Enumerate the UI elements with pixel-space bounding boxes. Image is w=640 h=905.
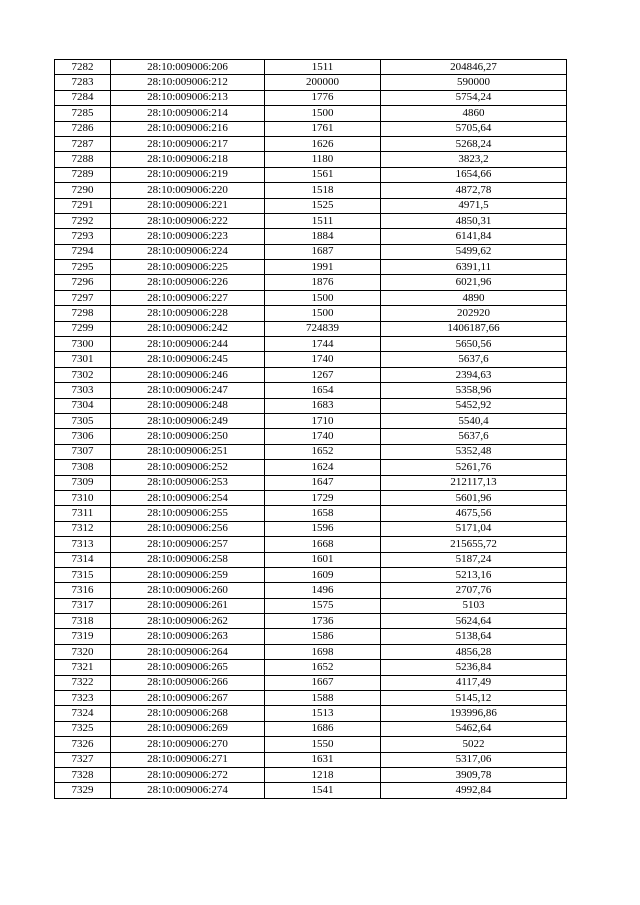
value-cell: 4675,56 xyxy=(381,506,567,521)
cadastral-number-cell: 28:10:009006:254 xyxy=(111,490,265,505)
area-cell: 1631 xyxy=(265,752,381,767)
cadastral-number-cell: 28:10:009006:258 xyxy=(111,552,265,567)
value-cell: 2707,76 xyxy=(381,583,567,598)
value-cell: 5499,62 xyxy=(381,244,567,259)
value-cell: 5213,16 xyxy=(381,567,567,582)
area-cell: 1668 xyxy=(265,537,381,552)
value-cell: 5650,56 xyxy=(381,337,567,352)
table-row xyxy=(55,136,567,151)
table-row xyxy=(55,106,567,121)
area-cell: 1698 xyxy=(265,644,381,659)
row-number-cell: 7322 xyxy=(55,675,111,690)
area-cell: 1218 xyxy=(265,767,381,782)
cadastral-number-cell: 28:10:009006:242 xyxy=(111,321,265,336)
row-number-cell: 7312 xyxy=(55,521,111,536)
row-number-cell: 7308 xyxy=(55,460,111,475)
table-row xyxy=(55,321,567,336)
area-cell: 1729 xyxy=(265,490,381,505)
table-row xyxy=(55,521,567,536)
area-cell: 1652 xyxy=(265,444,381,459)
value-cell: 5358,96 xyxy=(381,383,567,398)
table-row xyxy=(55,183,567,198)
value-cell: 204846,27 xyxy=(381,60,567,75)
row-number-cell: 7295 xyxy=(55,260,111,275)
table-row xyxy=(55,75,567,90)
row-number-cell: 7320 xyxy=(55,644,111,659)
cadastral-number-cell: 28:10:009006:271 xyxy=(111,752,265,767)
table-row xyxy=(55,398,567,413)
row-number-cell: 7300 xyxy=(55,337,111,352)
area-cell: 1654 xyxy=(265,383,381,398)
cadastral-number-cell: 28:10:009006:220 xyxy=(111,183,265,198)
table-row xyxy=(55,90,567,105)
row-number-cell: 7311 xyxy=(55,506,111,521)
value-cell: 5268,24 xyxy=(381,136,567,151)
area-cell: 1511 xyxy=(265,60,381,75)
area-cell: 1740 xyxy=(265,429,381,444)
cadastral-number-cell: 28:10:009006:261 xyxy=(111,598,265,613)
table-row xyxy=(55,721,567,736)
table-row xyxy=(55,490,567,505)
row-number-cell: 7284 xyxy=(55,90,111,105)
area-cell: 1588 xyxy=(265,691,381,706)
row-number-cell: 7310 xyxy=(55,490,111,505)
cadastral-number-cell: 28:10:009006:218 xyxy=(111,152,265,167)
row-number-cell: 7313 xyxy=(55,537,111,552)
area-cell: 1500 xyxy=(265,290,381,305)
area-cell: 1658 xyxy=(265,506,381,521)
table-row xyxy=(55,444,567,459)
area-cell: 1500 xyxy=(265,306,381,321)
row-number-cell: 7315 xyxy=(55,567,111,582)
value-cell: 5637,6 xyxy=(381,352,567,367)
table-row xyxy=(55,367,567,382)
table-row xyxy=(55,260,567,275)
table-row xyxy=(55,352,567,367)
row-number-cell: 7305 xyxy=(55,413,111,428)
area-cell: 1744 xyxy=(265,337,381,352)
table-row xyxy=(55,506,567,521)
area-cell: 1647 xyxy=(265,475,381,490)
row-number-cell: 7323 xyxy=(55,691,111,706)
area-cell: 1511 xyxy=(265,213,381,228)
table-row xyxy=(55,614,567,629)
cadastral-number-cell: 28:10:009006:248 xyxy=(111,398,265,413)
table-row xyxy=(55,290,567,305)
cadastral-number-cell: 28:10:009006:206 xyxy=(111,60,265,75)
area-cell: 1561 xyxy=(265,167,381,182)
value-cell: 5601,96 xyxy=(381,490,567,505)
cadastral-number-cell: 28:10:009006:221 xyxy=(111,198,265,213)
row-number-cell: 7327 xyxy=(55,752,111,767)
cadastral-number-cell: 28:10:009006:213 xyxy=(111,90,265,105)
table-row xyxy=(55,706,567,721)
cadastral-number-cell: 28:10:009006:253 xyxy=(111,475,265,490)
cadastral-number-cell: 28:10:009006:212 xyxy=(111,75,265,90)
table-row xyxy=(55,583,567,598)
cadastral-number-cell: 28:10:009006:214 xyxy=(111,106,265,121)
value-cell: 193996,86 xyxy=(381,706,567,721)
table-row xyxy=(55,198,567,213)
value-cell: 5145,12 xyxy=(381,691,567,706)
row-number-cell: 7291 xyxy=(55,198,111,213)
row-number-cell: 7319 xyxy=(55,629,111,644)
row-number-cell: 7294 xyxy=(55,244,111,259)
value-cell: 4856,28 xyxy=(381,644,567,659)
cadastral-number-cell: 28:10:009006:245 xyxy=(111,352,265,367)
area-cell: 724839 xyxy=(265,321,381,336)
value-cell: 5462,64 xyxy=(381,721,567,736)
row-number-cell: 7328 xyxy=(55,767,111,782)
row-number-cell: 7283 xyxy=(55,75,111,90)
row-number-cell: 7321 xyxy=(55,660,111,675)
table-row xyxy=(55,737,567,752)
value-cell: 4971,5 xyxy=(381,198,567,213)
value-cell: 1654,66 xyxy=(381,167,567,182)
value-cell: 5171,04 xyxy=(381,521,567,536)
row-number-cell: 7290 xyxy=(55,183,111,198)
cadastral-number-cell: 28:10:009006:269 xyxy=(111,721,265,736)
cadastral-number-cell: 28:10:009006:255 xyxy=(111,506,265,521)
value-cell: 5022 xyxy=(381,737,567,752)
area-cell: 1267 xyxy=(265,367,381,382)
table-row xyxy=(55,229,567,244)
table-row xyxy=(55,552,567,567)
row-number-cell: 7292 xyxy=(55,213,111,228)
area-cell: 1609 xyxy=(265,567,381,582)
value-cell: 4992,84 xyxy=(381,783,567,798)
row-number-cell: 7299 xyxy=(55,321,111,336)
cadastral-number-cell: 28:10:009006:217 xyxy=(111,136,265,151)
table-row xyxy=(55,121,567,136)
cadastral-number-cell: 28:10:009006:246 xyxy=(111,367,265,382)
table-row xyxy=(55,475,567,490)
value-cell: 4850,31 xyxy=(381,213,567,228)
table-row xyxy=(55,675,567,690)
row-number-cell: 7326 xyxy=(55,737,111,752)
table-row xyxy=(55,767,567,782)
cadastral-number-cell: 28:10:009006:272 xyxy=(111,767,265,782)
cadastral-number-cell: 28:10:009006:264 xyxy=(111,644,265,659)
cadastral-number-cell: 28:10:009006:228 xyxy=(111,306,265,321)
area-cell: 1761 xyxy=(265,121,381,136)
area-cell: 1180 xyxy=(265,152,381,167)
cadastral-number-cell: 28:10:009006:270 xyxy=(111,737,265,752)
row-number-cell: 7309 xyxy=(55,475,111,490)
table-row xyxy=(55,460,567,475)
table-row xyxy=(55,644,567,659)
area-cell: 1500 xyxy=(265,106,381,121)
table-row xyxy=(55,167,567,182)
value-cell: 4890 xyxy=(381,290,567,305)
value-cell: 5705,64 xyxy=(381,121,567,136)
value-cell: 215655,72 xyxy=(381,537,567,552)
table-row xyxy=(55,383,567,398)
cadastral-number-cell: 28:10:009006:216 xyxy=(111,121,265,136)
area-cell: 1626 xyxy=(265,136,381,151)
cadastral-number-cell: 28:10:009006:262 xyxy=(111,614,265,629)
value-cell: 5261,76 xyxy=(381,460,567,475)
area-cell: 1686 xyxy=(265,721,381,736)
area-cell: 1541 xyxy=(265,783,381,798)
value-cell: 5540,4 xyxy=(381,413,567,428)
area-cell: 1710 xyxy=(265,413,381,428)
value-cell: 2394,63 xyxy=(381,367,567,382)
cadastral-number-cell: 28:10:009006:266 xyxy=(111,675,265,690)
area-cell: 1525 xyxy=(265,198,381,213)
row-number-cell: 7316 xyxy=(55,583,111,598)
cadastral-number-cell: 28:10:009006:251 xyxy=(111,444,265,459)
cadastral-number-cell: 28:10:009006:265 xyxy=(111,660,265,675)
cadastral-number-cell: 28:10:009006:249 xyxy=(111,413,265,428)
row-number-cell: 7307 xyxy=(55,444,111,459)
value-cell: 6141,84 xyxy=(381,229,567,244)
row-number-cell: 7298 xyxy=(55,306,111,321)
value-cell: 5352,48 xyxy=(381,444,567,459)
cadastral-number-cell: 28:10:009006:222 xyxy=(111,213,265,228)
area-cell: 1991 xyxy=(265,260,381,275)
table-row xyxy=(55,152,567,167)
table-row xyxy=(55,752,567,767)
area-cell: 1586 xyxy=(265,629,381,644)
value-cell: 5317,06 xyxy=(381,752,567,767)
table-body xyxy=(55,60,567,799)
row-number-cell: 7314 xyxy=(55,552,111,567)
table-row xyxy=(55,660,567,675)
cadastral-number-cell: 28:10:009006:274 xyxy=(111,783,265,798)
row-number-cell: 7285 xyxy=(55,106,111,121)
row-number-cell: 7318 xyxy=(55,614,111,629)
row-number-cell: 7303 xyxy=(55,383,111,398)
cadastral-number-cell: 28:10:009006:250 xyxy=(111,429,265,444)
row-number-cell: 7293 xyxy=(55,229,111,244)
value-cell: 590000 xyxy=(381,75,567,90)
area-cell: 1596 xyxy=(265,521,381,536)
row-number-cell: 7301 xyxy=(55,352,111,367)
area-cell: 1736 xyxy=(265,614,381,629)
value-cell: 1406187,66 xyxy=(381,321,567,336)
cadastral-number-cell: 28:10:009006:226 xyxy=(111,275,265,290)
row-number-cell: 7325 xyxy=(55,721,111,736)
cadastral-number-cell: 28:10:009006:225 xyxy=(111,260,265,275)
value-cell: 4860 xyxy=(381,106,567,121)
cadastral-number-cell: 28:10:009006:227 xyxy=(111,290,265,305)
table-row xyxy=(55,275,567,290)
value-cell: 6391,11 xyxy=(381,260,567,275)
value-cell: 5452,92 xyxy=(381,398,567,413)
row-number-cell: 7288 xyxy=(55,152,111,167)
area-cell: 1652 xyxy=(265,660,381,675)
area-cell: 1624 xyxy=(265,460,381,475)
cadastral-number-cell: 28:10:009006:247 xyxy=(111,383,265,398)
value-cell: 6021,96 xyxy=(381,275,567,290)
table-row xyxy=(55,691,567,706)
area-cell: 1776 xyxy=(265,90,381,105)
table-row xyxy=(55,413,567,428)
value-cell: 4117,49 xyxy=(381,675,567,690)
table-row xyxy=(55,783,567,798)
row-number-cell: 7317 xyxy=(55,598,111,613)
table-row xyxy=(55,629,567,644)
area-cell: 1884 xyxy=(265,229,381,244)
row-number-cell: 7289 xyxy=(55,167,111,182)
cadastral-number-cell: 28:10:009006:257 xyxy=(111,537,265,552)
area-cell: 1513 xyxy=(265,706,381,721)
cadastral-number-cell: 28:10:009006:224 xyxy=(111,244,265,259)
area-cell: 1550 xyxy=(265,737,381,752)
area-cell: 1496 xyxy=(265,583,381,598)
table-row xyxy=(55,337,567,352)
area-cell: 1575 xyxy=(265,598,381,613)
row-number-cell: 7329 xyxy=(55,783,111,798)
area-cell: 1687 xyxy=(265,244,381,259)
table-row xyxy=(55,306,567,321)
area-cell: 1740 xyxy=(265,352,381,367)
table-row xyxy=(55,598,567,613)
value-cell: 5187,24 xyxy=(381,552,567,567)
area-cell: 1667 xyxy=(265,675,381,690)
area-cell: 1601 xyxy=(265,552,381,567)
value-cell: 5754,24 xyxy=(381,90,567,105)
cadastral-number-cell: 28:10:009006:259 xyxy=(111,567,265,582)
cadastral-number-cell: 28:10:009006:256 xyxy=(111,521,265,536)
row-number-cell: 7296 xyxy=(55,275,111,290)
row-number-cell: 7297 xyxy=(55,290,111,305)
cadastral-number-cell: 28:10:009006:268 xyxy=(111,706,265,721)
row-number-cell: 7306 xyxy=(55,429,111,444)
row-number-cell: 7304 xyxy=(55,398,111,413)
value-cell: 5236,84 xyxy=(381,660,567,675)
cadastral-number-cell: 28:10:009006:223 xyxy=(111,229,265,244)
cadastral-number-cell: 28:10:009006:252 xyxy=(111,460,265,475)
value-cell: 5138,64 xyxy=(381,629,567,644)
area-cell: 1518 xyxy=(265,183,381,198)
value-cell: 5637,6 xyxy=(381,429,567,444)
row-number-cell: 7287 xyxy=(55,136,111,151)
data-table xyxy=(54,59,567,799)
value-cell: 3909,78 xyxy=(381,767,567,782)
value-cell: 5103 xyxy=(381,598,567,613)
value-cell: 5624,64 xyxy=(381,614,567,629)
cadastral-number-cell: 28:10:009006:260 xyxy=(111,583,265,598)
row-number-cell: 7286 xyxy=(55,121,111,136)
table-row xyxy=(55,213,567,228)
row-number-cell: 7324 xyxy=(55,706,111,721)
value-cell: 212117,13 xyxy=(381,475,567,490)
table-row xyxy=(55,244,567,259)
table-row xyxy=(55,429,567,444)
table-row xyxy=(55,60,567,75)
area-cell: 1683 xyxy=(265,398,381,413)
cadastral-number-cell: 28:10:009006:219 xyxy=(111,167,265,182)
area-cell: 200000 xyxy=(265,75,381,90)
area-cell: 1876 xyxy=(265,275,381,290)
row-number-cell: 7282 xyxy=(55,60,111,75)
value-cell: 3823,2 xyxy=(381,152,567,167)
cadastral-number-cell: 28:10:009006:267 xyxy=(111,691,265,706)
cadastral-number-cell: 28:10:009006:263 xyxy=(111,629,265,644)
value-cell: 202920 xyxy=(381,306,567,321)
value-cell: 4872,78 xyxy=(381,183,567,198)
table-row xyxy=(55,537,567,552)
table-row xyxy=(55,567,567,582)
cadastral-number-cell: 28:10:009006:244 xyxy=(111,337,265,352)
row-number-cell: 7302 xyxy=(55,367,111,382)
